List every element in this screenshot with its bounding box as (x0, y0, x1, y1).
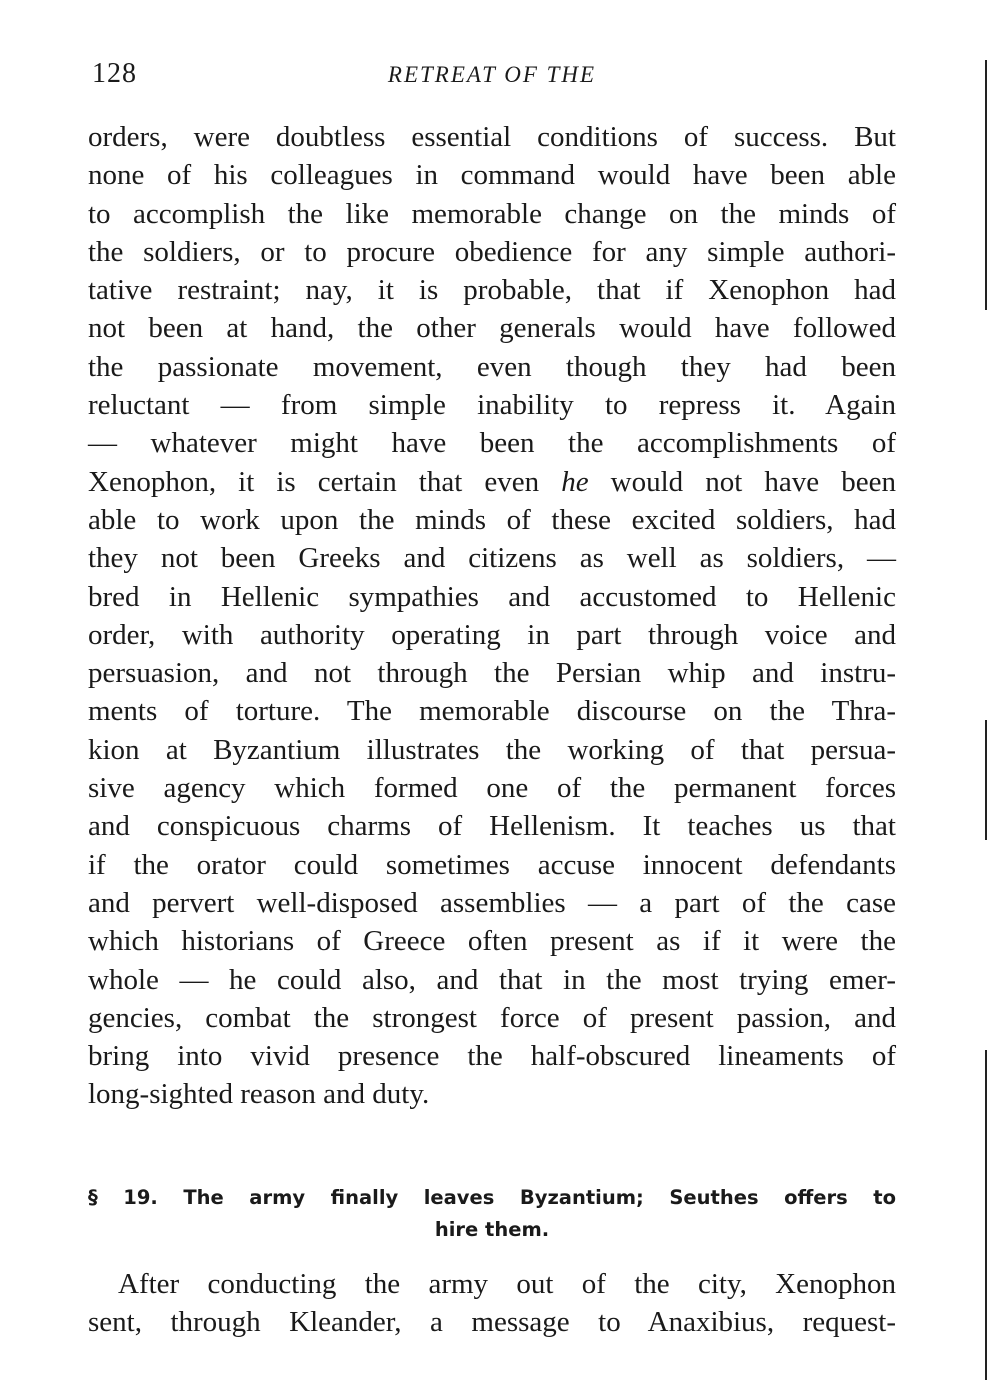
page-number: 128 (92, 58, 137, 89)
text-line: and conspicuous charms of Hellenism. It teaches us that (88, 810, 896, 843)
running-title: RETREAT OF THE (387, 62, 597, 87)
text-line: long-sighted reason and duty. (88, 1078, 430, 1111)
text-line: reluctant — from simple inability to repress it. Again (88, 389, 896, 422)
text-line: the passionate movement, even though they had been (88, 350, 896, 383)
text-line: sive agency which formed one of the permanent forces (88, 772, 896, 805)
text-line: bred in Hellenic sympathies and accustomed to Hellenic (88, 580, 896, 613)
text-line: to accomplish the like memorable change on the minds of (88, 197, 896, 230)
text-line: order, with authority operating in part through voice and (88, 618, 896, 651)
text-line: — whatever might have been the accomplishments of (88, 427, 896, 460)
paragraph-2 (88, 1265, 896, 1342)
text-line: ments of torture. The memorable discourse on the Thra- (88, 695, 896, 728)
text-line: bring into vivid presence the half-obscured lineaments of (88, 1040, 896, 1073)
text-line: which historians of Greece often present as if it were the (88, 925, 896, 958)
scan-edge-line (985, 60, 987, 310)
text-line: persuasion, and not through the Persian whip and instru- (88, 657, 896, 690)
text-line: none of his colleagues in command would have been able (88, 159, 896, 192)
text-line-with-italic: Xenophon, it is certain that even he would not have been (88, 465, 896, 498)
text-line: sent, through Kleander, a message to Anaxibius, request- (88, 1306, 896, 1339)
section-heading (88, 1182, 896, 1246)
running-head (88, 58, 896, 98)
scan-edge-line (985, 1050, 987, 1380)
text-line: the soldiers, or to procure obedience for any simple authori- (88, 235, 896, 268)
text-line: After conducting the army out of the city, Xenophon (118, 1268, 896, 1300)
text-line: if the orator could sometimes accuse innocent defendants (88, 848, 896, 881)
scan-edge-line (985, 720, 987, 840)
section-heading-line: hire them. (434, 1218, 550, 1241)
paragraph-1 (88, 118, 896, 1114)
text-line: kion at Byzantium illustrates the working of that persua- (88, 733, 896, 766)
text-line: orders, were doubtless essential conditions of success. But (88, 121, 896, 153)
text-line: they not been Greeks and citizens as well as soldiers, — (88, 542, 896, 575)
emphasized-word: he (561, 465, 589, 498)
section-heading-line: § 19. The army finally leaves Byzantium; Seuthes offers to (88, 1186, 896, 1209)
text-line: gencies, combat the strongest force of present passion, and (88, 1001, 896, 1034)
text-line: not been at hand, the other generals would have followed (88, 312, 896, 345)
text-line: and pervert well-disposed assemblies — a part of the case (88, 886, 896, 919)
text-line: able to work upon the minds of these excited soldiers, had (88, 503, 896, 536)
text-line: tative restraint; nay, it is probable, that if Xenophon had (88, 274, 896, 307)
text-line: whole — he could also, and that in the most trying emer- (88, 963, 896, 996)
